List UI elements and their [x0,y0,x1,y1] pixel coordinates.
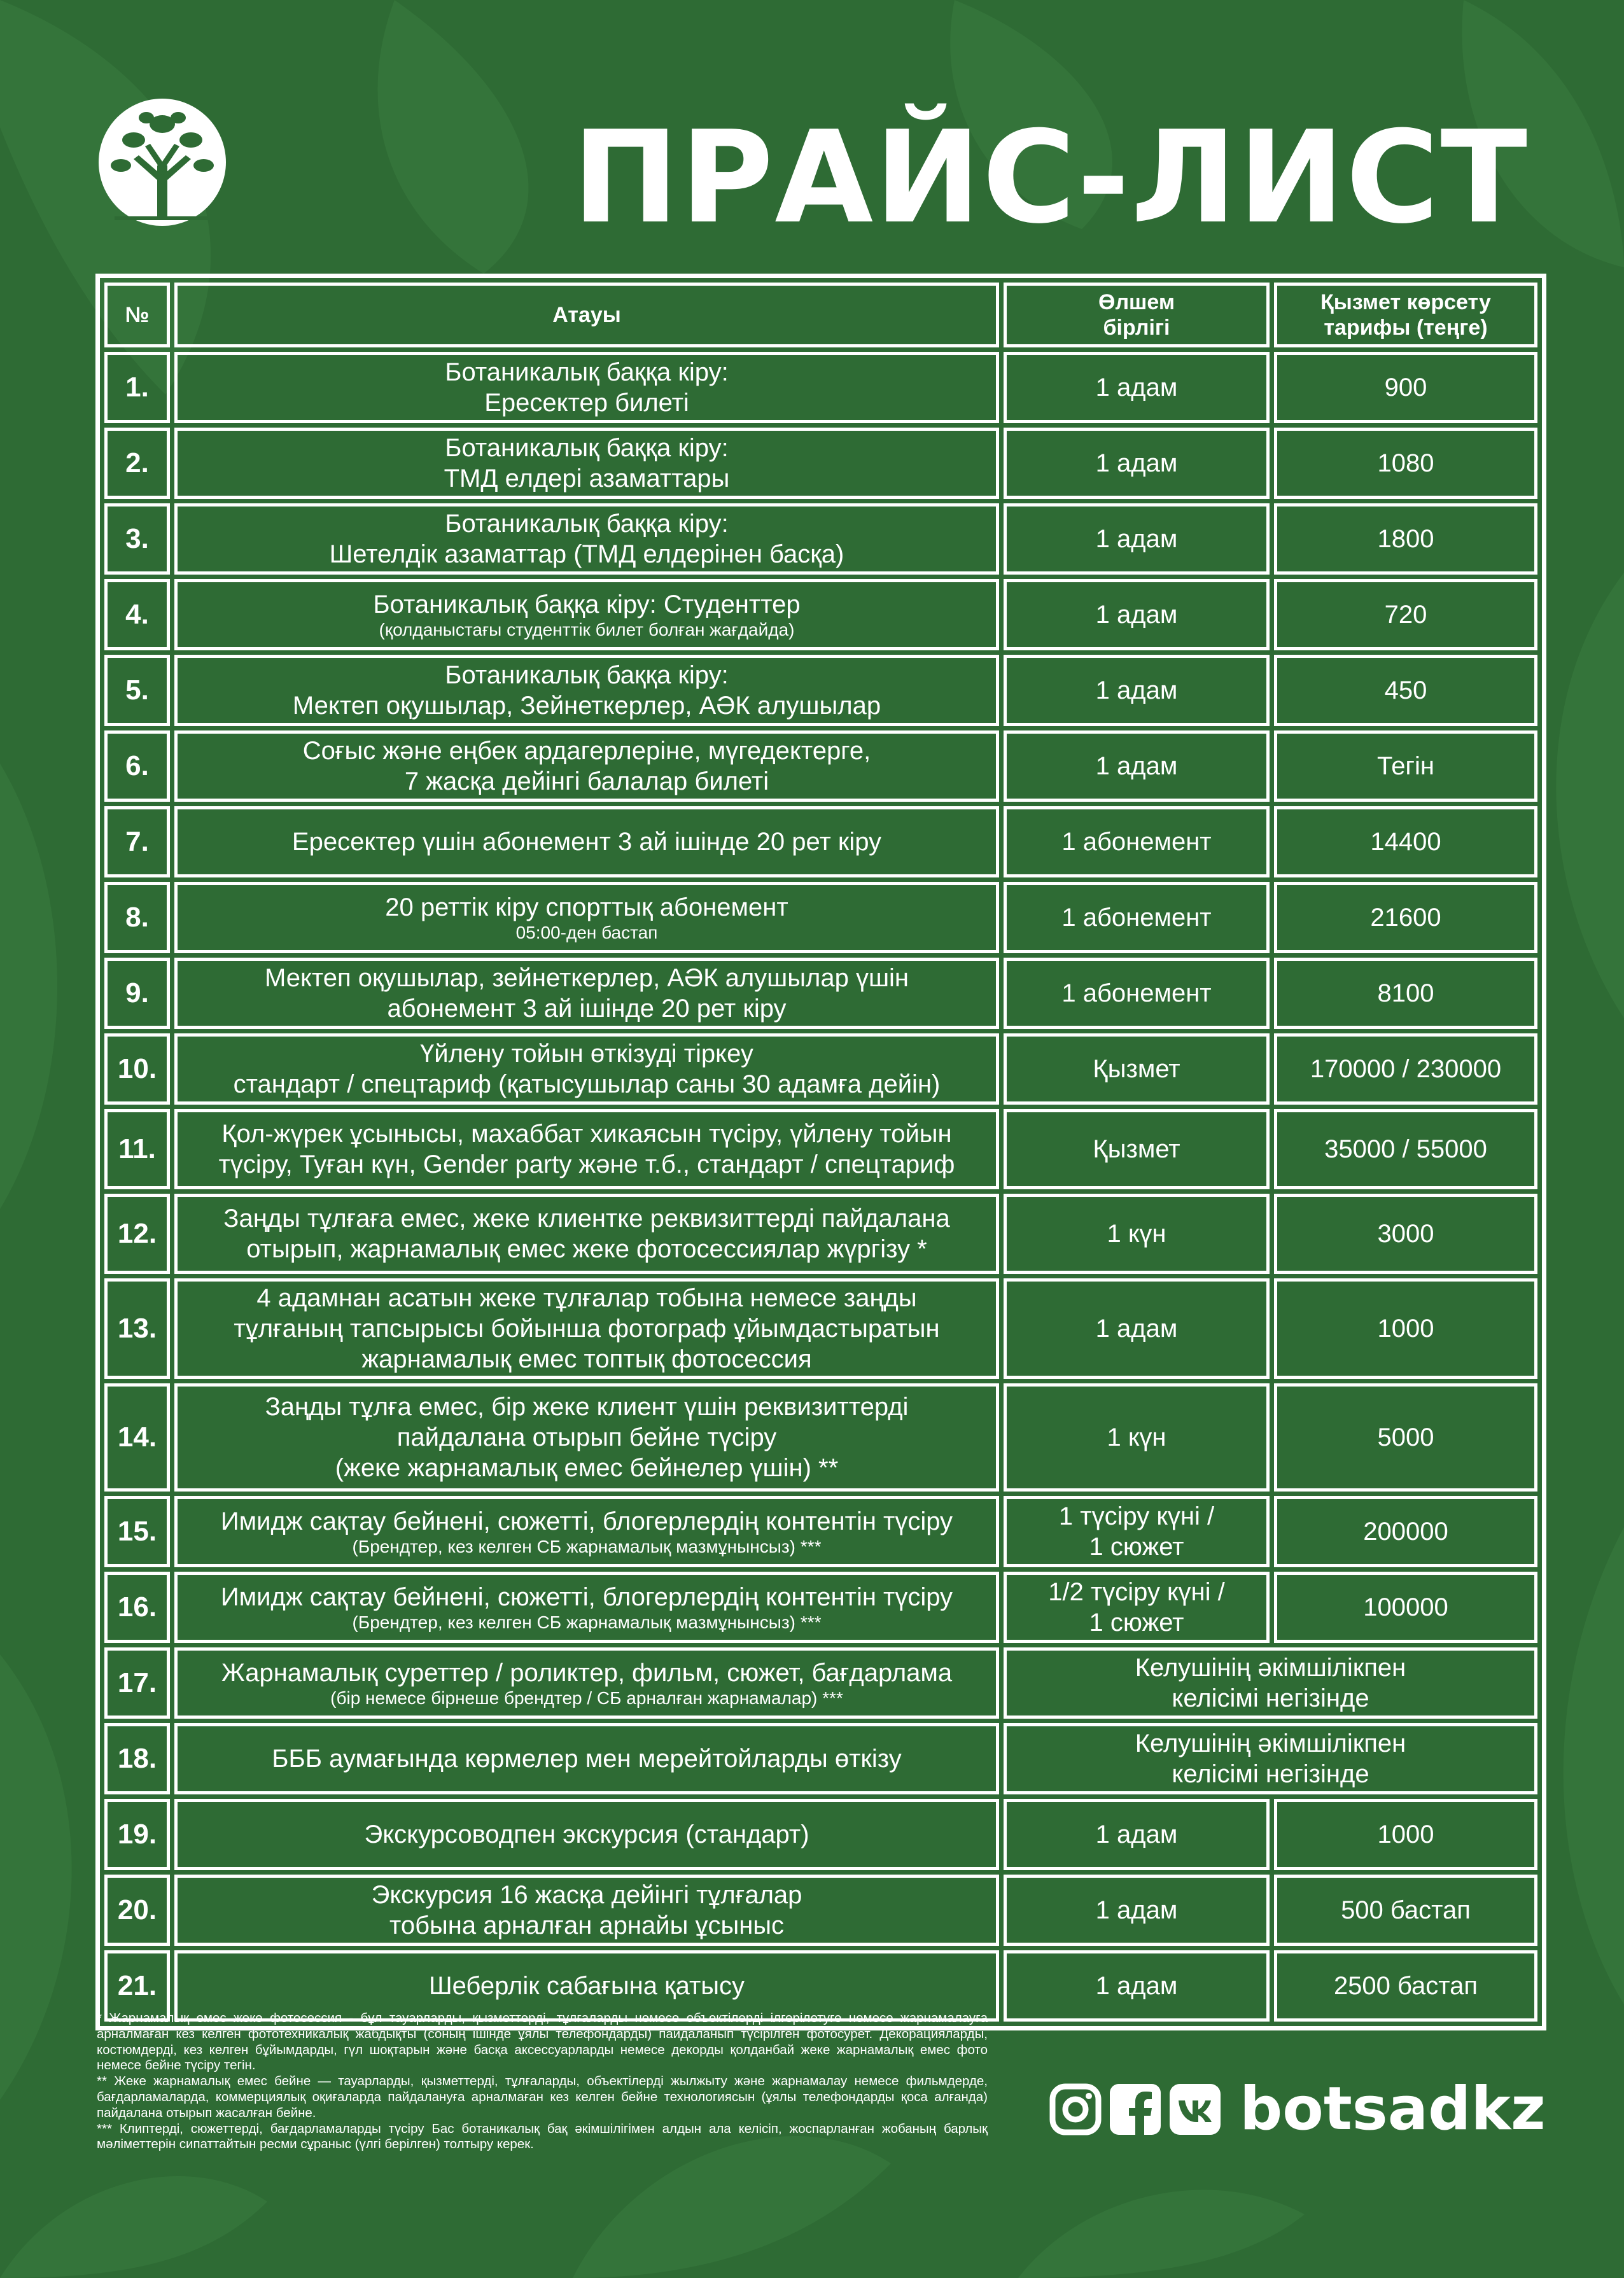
row-service-name [174,1194,999,1274]
row-service-name [174,1572,999,1643]
facebook-icon[interactable] [1109,2083,1162,2136]
table-row [104,1496,1537,1567]
row-price: 35000 / 55000 [1274,1109,1537,1189]
agreement-line: Келушінің әкімшілікпен [1135,1729,1406,1757]
price-table [95,274,1546,2030]
service-name-line: пайдалана отырып бейне түсіру [396,1423,777,1451]
row-service-name [174,428,999,499]
service-name-line: Ботаникалық баққа кіру: Студенттер [373,590,801,618]
service-name-line: тұлғаның тапсырысы бойынша фотограф ұйымдастыратын [234,1315,940,1343]
footnote-3: *** Клиптерді, сюжеттерді, бағдарламаларды түсіру Бас ботаникалық бақ әкімшілігімен алдын ала келісіп, жоспарланған жобаның барлық мәліметтерін сипаттайтын ресми сұраныс (үлгі берілген) толтыру керек. [97,2121,988,2152]
row-number: 6. [104,730,170,802]
row-unit [1004,1950,1270,2022]
service-name-line: Мектеп оқушылар, Зейнеткерлер, АӘК алушылар [292,692,881,720]
row-price: 170000 / 230000 [1274,1033,1537,1105]
row-unit [1004,428,1270,499]
service-name-line: Мектеп оқушылар, зейнеткерлер, АӘК алушылар үшін [264,964,909,992]
row-unit [1004,1799,1270,1870]
row-unit [1004,1496,1270,1567]
row-number: 13. [104,1278,170,1379]
row-unit [1004,579,1270,650]
table-row [104,1109,1537,1189]
row-price: 5000 [1274,1383,1537,1492]
row-price: Тегін [1274,730,1537,802]
service-name-line: Ботаникалық баққа кіру: [445,358,729,386]
row-unit [1004,958,1270,1029]
unit-line: 1 күн [1107,1423,1166,1451]
unit-line: 1 адам [1095,374,1178,402]
row-price: 14400 [1274,806,1537,877]
service-name-line: түсіру, Туған күн, Gender party және т.б., стандарт / спецтариф [218,1150,955,1178]
row-unit [1004,806,1270,877]
row-service-name [174,806,999,877]
row-number: 21. [104,1950,170,2022]
row-number: 4. [104,579,170,650]
header-tariff: Қызмет көрсету тарифы (теңге) [1274,283,1537,347]
social-handle[interactable]: botsadkz [1240,2074,1546,2144]
unit-line: Қызмет [1093,1135,1180,1163]
unit-line: 1 күн [1107,1220,1166,1248]
service-name-line: Имидж сақтау бейнені, сюжетті, блогерлердің контентін түсіру [220,1507,953,1535]
row-number: 18. [104,1723,170,1794]
service-name-line: жарнамалық емес топтық фотосессия [361,1345,812,1373]
row-unit [1004,882,1270,953]
service-name-line: тобына арналған арнайы ұсыныс [389,1911,785,1939]
row-unit [1004,1572,1270,1643]
service-name-line: 7 жасқа дейінгі балалар билеті [404,767,769,795]
page-title: ПРАЙС-ЛИСТ [572,104,1529,252]
table-row [104,1875,1537,1946]
agreement-line: келісімі негізінде [1172,1684,1369,1712]
footnotes [97,2011,988,2153]
row-unit [1004,1278,1270,1379]
social-links [1049,2074,1546,2144]
service-name-line: Соғыс және еңбек ардагерлеріне, мүгедектерге, [302,737,871,765]
vk-icon[interactable] [1168,2083,1222,2136]
table-row [104,1194,1537,1274]
footnote-1: * Жарнамалық емес жеке фотосессия - бұл тауарларды, қызметтерді, тұлғаларды немесе объектілерді ілгерілетуге немесе жарнамалауға арналмаған кез келген фототехникалық жабдықты (соның ішінде ұялы телефондарды) пайдаланып түсірілген фотосурет. Декорацияларды, костюмдерді, кез келген бұйымдарды, гүл шоқтарын және басқа аксессуарларды немесе декорды қолданбай жеке жарнамалық емес фото немесе бейне түсіру тегін. [97,2011,988,2073]
table-row [104,1572,1537,1643]
service-name-line: абонемент 3 ай ішінде 20 рет кіру [387,995,787,1023]
row-number: 12. [104,1194,170,1274]
row-service-name [174,1383,999,1492]
row-number: 5. [104,655,170,726]
service-name-line: Ботаникалық баққа кіру: [445,434,729,462]
service-name-line: отырып, жарнамалық емес жеке фотосессиялар жүргізу * [246,1235,927,1263]
table-row [104,1647,1537,1719]
row-price: 3000 [1274,1194,1537,1274]
service-name-line: Ботаникалық баққа кіру: [445,661,729,689]
row-price: 200000 [1274,1496,1537,1567]
table-row [104,806,1537,877]
service-name-line: стандарт / спецтариф (қатысушылар саны 30 адамға дейін) [233,1070,941,1098]
unit-line: 1 адам [1095,525,1178,553]
unit-line: 1 адам [1095,1315,1178,1343]
row-service-name [174,352,999,423]
row-number: 10. [104,1033,170,1105]
table-row [104,1033,1537,1105]
table-row [104,352,1537,423]
service-name-line: БББ аумағында көрмелер мен мерейтойларды өткізу [272,1745,902,1773]
unit-line: 1 адам [1095,1896,1178,1924]
table-row [104,579,1537,650]
service-name-line: ТМД елдері азаматтары [444,465,730,493]
service-name-line: Үйлену тойын өткізуді тіркеу [420,1040,753,1068]
row-agreement [1004,1723,1537,1794]
unit-line: 1 абонемент [1061,979,1212,1007]
row-price: 1080 [1274,428,1537,499]
row-number: 9. [104,958,170,1029]
row-service-name [174,1033,999,1105]
unit-line: 1 абонемент [1061,828,1212,856]
row-number: 3. [104,503,170,575]
row-service-name [174,579,999,650]
row-price: 900 [1274,352,1537,423]
table-row [104,1723,1537,1794]
row-unit [1004,1194,1270,1274]
row-number: 15. [104,1496,170,1567]
table-row [104,958,1537,1029]
header-unit: Өлшем бірлігі [1004,283,1270,347]
row-price: 450 [1274,655,1537,726]
row-service-name [174,958,999,1029]
header-num: № [104,283,170,347]
table-row [104,1278,1537,1379]
service-name-line: Экскурсия 16 жасқа дейінгі тұлғалар [371,1881,802,1909]
service-name-line: 20 реттік кіру спорттық абонемент [385,893,788,921]
unit-line: 1 адам [1095,601,1178,629]
row-service-name [174,1647,999,1719]
row-number: 2. [104,428,170,499]
service-name-line: Қол-жүрек ұсынысы, махаббат хикаясын түсіру, үйлену тойын [221,1120,952,1148]
table-row [104,882,1537,953]
row-agreement [1004,1647,1537,1719]
table-header-row [104,283,1537,347]
row-unit [1004,1383,1270,1492]
unit-line: 1 адам [1095,1820,1178,1848]
row-number: 19. [104,1799,170,1870]
row-price: 500 бастап [1274,1875,1537,1946]
service-name-line: Имидж сақтау бейнені, сюжетті, блогерлердің контентін түсіру [220,1583,953,1611]
row-number: 16. [104,1572,170,1643]
unit-line: 1 адам [1095,752,1178,780]
unit-line: 1 адам [1095,676,1178,704]
table-row [104,428,1537,499]
header-name: Атауы [174,283,999,347]
row-service-name [174,1875,999,1946]
table-row [104,503,1537,575]
unit-line: 1 абонемент [1061,904,1212,932]
service-name-line: Экскурсоводпен экскурсия (стандарт) [364,1820,809,1848]
instagram-icon[interactable] [1049,2083,1102,2136]
table-row [104,730,1537,802]
row-number: 14. [104,1383,170,1492]
unit-line: Қызмет [1093,1055,1180,1083]
service-note: (Брендтер, кез келген СБ жарнамалық мазмұнынсыз) *** [352,1537,822,1556]
unit-line: 1 түсіру күні / [1058,1502,1215,1530]
service-name-line: Ботаникалық баққа кіру: [445,510,729,538]
row-number: 7. [104,806,170,877]
row-number: 1. [104,352,170,423]
row-unit [1004,352,1270,423]
tree-logo-icon [95,95,229,229]
service-name-line: Шетелдік азаматтар (ТМД елдерінен басқа) [329,540,844,568]
row-number: 17. [104,1647,170,1719]
service-note: (қолданыстағы студенттік билет болған жағдайда) [379,620,795,639]
row-price: 1000 [1274,1799,1537,1870]
row-price: 21600 [1274,882,1537,953]
unit-line: 1 адам [1095,449,1178,477]
table-row [104,1799,1537,1870]
unit-line: 1 адам [1095,1972,1178,2000]
service-name-line: 4 адамнан асатын жеке тұлғалар тобына немесе заңды [256,1284,917,1312]
row-service-name [174,1496,999,1567]
unit-line: 1 сюжет [1089,1533,1184,1561]
service-name-line: Ересектер үшін абонемент 3 ай ішінде 20 рет кіру [291,828,882,856]
row-number: 8. [104,882,170,953]
service-name-line: Шеберлік сабағына қатысу [428,1972,745,2000]
service-note: 05:00-ден бастап [515,923,658,942]
row-service-name [174,730,999,802]
row-unit [1004,1875,1270,1946]
table-row [104,1383,1537,1492]
row-price: 1800 [1274,503,1537,575]
row-price: 100000 [1274,1572,1537,1643]
row-service-name [174,1109,999,1189]
service-name-line: Заңды тұлғаға емес, жеке клиентке реквизиттерді пайдалана [223,1205,950,1233]
row-service-name [174,1723,999,1794]
agreement-line: келісімі негізінде [1172,1760,1369,1788]
row-service-name [174,1799,999,1870]
row-unit [1004,730,1270,802]
row-unit [1004,655,1270,726]
row-number: 20. [104,1875,170,1946]
service-note: (Брендтер, кез келген СБ жарнамалық мазмұнынсыз) *** [352,1612,822,1632]
service-name-line: Заңды тұлға емес, бір жеке клиент үшін реквизиттерді [265,1393,909,1421]
agreement-line: Келушінің әкімшілікпен [1135,1654,1406,1682]
unit-line: 1/2 түсіру күні / [1048,1578,1225,1606]
row-price: 720 [1274,579,1537,650]
table-row [104,655,1537,726]
service-name-line: Ересектер билеті [484,389,689,417]
row-price: 2500 бастап [1274,1950,1537,2022]
row-unit [1004,503,1270,575]
row-service-name [174,503,999,575]
service-name-line: (жеке жарнамалық емес бейнелер үшін) ** [335,1454,839,1482]
footnote-2: ** Жеке жарнамалық емес бейне — тауарларды, қызметтерді, тұлғаларды, объектілерді жылжыту және жарнамалау немесе фильмдерде, бағдарламаларда, коммерциялық оқиғаларда пайдалануға арналмаған кез келген бейне технологиясын (ұялы телефондарды қоса алғанда) пайдалана отырып жасалған бейне. [97,2074,988,2120]
row-price: 8100 [1274,958,1537,1029]
unit-line: 1 сюжет [1089,1609,1184,1637]
row-service-name [174,1278,999,1379]
row-unit [1004,1109,1270,1189]
row-price: 1000 [1274,1278,1537,1379]
service-name-line: Жарнамалық суреттер / роликтер, фильм, сюжет, бағдарлама [221,1659,953,1687]
row-number: 11. [104,1109,170,1189]
row-service-name [174,882,999,953]
service-note: (бір немесе бірнеше брендтер / СБ арналған жарнамалар) *** [330,1688,843,1708]
row-unit [1004,1033,1270,1105]
row-service-name [174,655,999,726]
